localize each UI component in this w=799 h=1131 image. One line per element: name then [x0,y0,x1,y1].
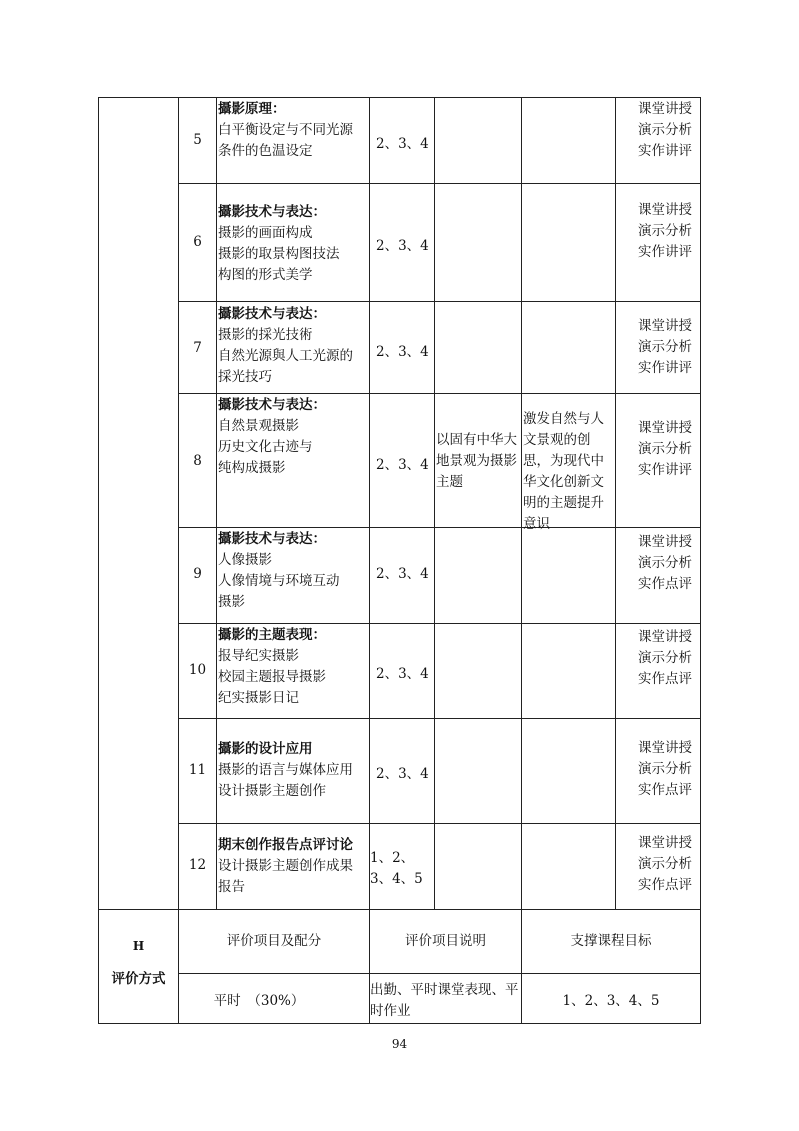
row-method [638,418,700,481]
method-line: 课堂讲授 [638,534,692,550]
method-line: 实作点评 [638,671,692,687]
row-divider [178,527,701,528]
method-line: 实作讲评 [638,360,692,376]
row-method [638,200,700,263]
section-letter: H [132,939,145,953]
row-content-line: 纪实摄影日记 [218,690,299,706]
row-method [638,833,700,896]
row-title: 攝影技术与表达： [218,306,326,322]
method-line: 演示分析 [638,223,692,239]
row-goals: 1、2、3、4、5 [370,850,423,887]
row-method [638,738,700,801]
row-title: 攝影原理： [218,101,286,117]
row-number: 12 [188,857,207,873]
row-content-line: 自然光源與人工光源的 [218,348,353,364]
row-content-line: 报告 [218,879,245,895]
row-content-line: 摄影的採光技術 [218,327,313,343]
table-border-left [98,97,99,1024]
row-content [218,739,369,802]
table-border-bottom [98,1023,701,1024]
row-divider [178,183,701,184]
row-number: 5 [193,132,202,148]
method-line: 课堂讲授 [638,835,692,851]
eval-header-support: 支撑课程目标 [570,933,652,949]
row-ideology: 以固有中华大地景观为摄影主题 [436,432,517,490]
row-content-line: 校园主题报导摄影 [218,669,326,685]
row-content-line: 设计摄影主题创作成果 [218,858,353,874]
col-divider-method [615,97,616,909]
method-line: 演示分析 [638,555,692,571]
row-content-line: 摄影 [218,594,245,610]
eval-support: 1、2、3、4、5 [562,993,660,1009]
eval-item: 平时 （30%） [213,993,305,1009]
method-line: 课堂讲授 [638,101,692,117]
row-number: 7 [193,340,202,356]
row-title: 攝影技术与表达： [218,204,326,220]
method-line: 演示分析 [638,339,692,355]
row-title: 期末创作报告点评讨论 [218,837,353,853]
method-line: 课堂讲授 [638,202,692,218]
row-ideology-goal: 激发自然与人文景观的创思，为现代中华文化创新文明的主题提升意识 [523,411,604,532]
row-content-line: 自然景观摄影 [218,418,299,434]
col-divider-num [216,97,217,909]
row-content-line: 历史文化古迹与 [218,439,313,455]
row-content [218,202,369,286]
row-content-line: 白平衡设定与不同光源 [218,122,353,138]
method-line: 课堂讲授 [638,318,692,334]
row-goals: 2、3、4 [376,238,429,254]
row-divider [178,623,701,624]
row-content [218,529,369,613]
eval-desc: 出勤、平时课堂表现、平时作业 [370,982,519,1019]
row-goals: 2、3、4 [376,666,429,682]
row-method [638,627,700,690]
row-number: 11 [188,762,207,778]
method-line: 演示分析 [638,122,692,138]
method-line: 演示分析 [638,761,692,777]
row-number: 9 [193,566,202,582]
section-label: 评价方式 [111,971,166,987]
page-number: 94 [391,1037,408,1051]
method-line: 课堂讲授 [638,629,692,645]
row-content [218,304,369,388]
row-goals: 2、3、4 [376,457,429,473]
section-divider [98,909,701,910]
method-line: 实作讲评 [638,143,692,159]
row-content-line: 摄影的取景构图技法 [218,246,340,262]
row-goals: 2、3、4 [376,766,429,782]
row-content [218,835,369,898]
row-number: 6 [193,234,202,250]
eval-header-divider [178,973,701,974]
method-line: 演示分析 [638,856,692,872]
method-line: 实作点评 [638,576,692,592]
method-line: 演示分析 [638,650,692,666]
col-divider-ideology [521,97,522,909]
row-title: 攝影的主题表现： [218,627,326,643]
row-divider [178,301,701,302]
row-title: 攝影技术与表达： [218,531,326,547]
eval-header-desc: 评价项目说明 [405,933,486,949]
col-divider-goals [434,97,435,909]
row-content-line: 人像情境与环境互动 [218,573,340,589]
row-content [218,99,369,162]
row-number: 10 [188,662,207,678]
eval-header-item: 评价项目及配分 [226,933,322,949]
row-content-line: 摄影的画面构成 [218,225,313,241]
row-method [638,99,700,162]
method-line: 实作讲评 [638,244,692,260]
table-border-right [700,97,701,1024]
row-content-line: 条件的色温设定 [218,143,313,159]
row-content [218,625,369,709]
row-content-line: 摄影的语言与媒体应用 [218,762,353,778]
row-content-line: 採光技巧 [218,369,272,385]
row-method [638,316,700,379]
row-content-line: 纯构成摄影 [218,460,286,476]
table-border-top [98,97,701,98]
row-number: 8 [193,453,202,469]
row-title: 攝影技术与表达： [218,397,326,413]
method-line: 演示分析 [638,441,692,457]
method-line: 实作点评 [638,877,692,893]
row-content-line: 设计摄影主题创作 [218,783,326,799]
row-content [218,395,369,479]
row-content-line: 人像摄影 [218,552,272,568]
row-content-line: 构图的形式美学 [218,267,313,283]
method-line: 课堂讲授 [638,740,692,756]
method-line: 实作讲评 [638,462,692,478]
row-goals: 2、3、4 [376,344,429,360]
row-goals: 2、3、4 [376,566,429,582]
row-content-line: 报导纪实摄影 [218,648,299,664]
row-divider [178,823,701,824]
method-line: 实作点评 [638,782,692,798]
row-title: 攝影的设计应用 [218,741,313,757]
row-divider [178,393,701,394]
method-line: 课堂讲授 [638,420,692,436]
row-method [638,532,700,595]
row-goals: 2、3、4 [376,136,429,152]
row-divider [178,718,701,719]
